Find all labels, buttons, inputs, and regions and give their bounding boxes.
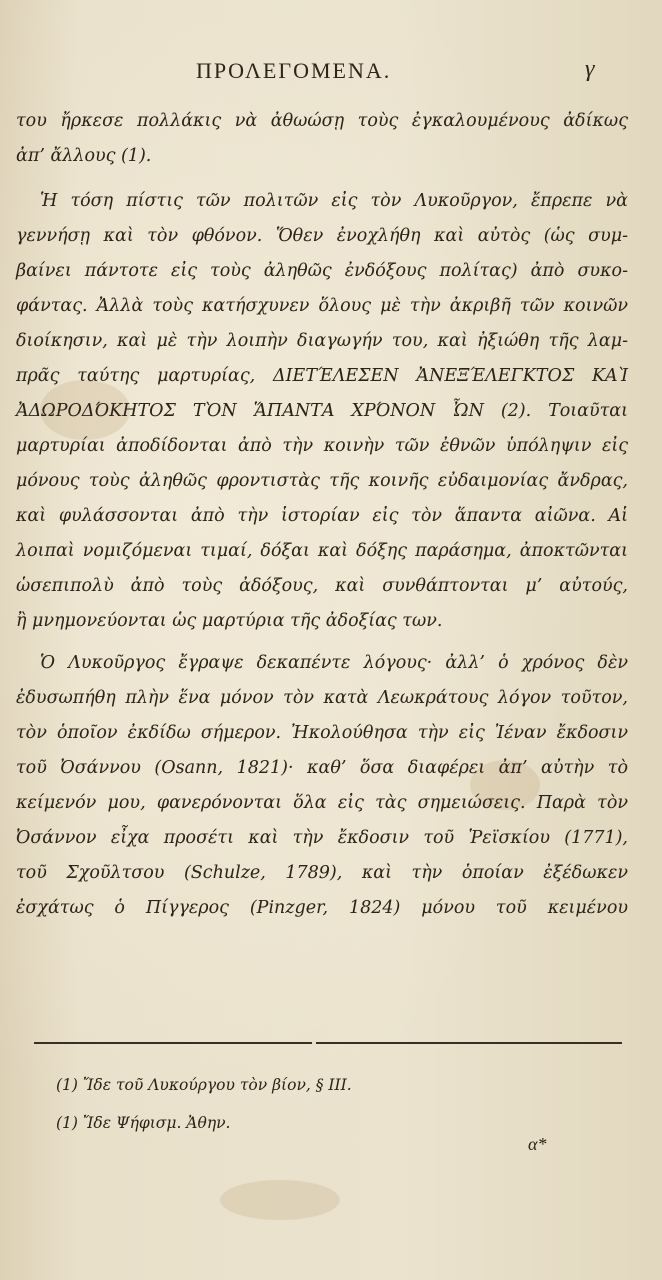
text-line: ἐδυσωπήθη πλὴν ἕνα μόνον τὸν κατὰ Λεωκράτους λόγον τοῦτον, [16, 688, 628, 708]
text-line: φάντας. Ἀλλὰ τοὺς κατήσχυνεν ὅλους μὲ τὴν ἀκριβῆ τῶν κοινῶν [16, 296, 628, 316]
rule-break [312, 1041, 316, 1045]
text-line: πρᾶς ταύτης μαρτυρίας, ΔΙΕΤΈΛΕΣΕΝ ἈΝΕΞΈΛΕΓΚΤΟΣ ΚΑῚ [16, 366, 628, 386]
running-head: ΠΡΟΛΕΓΟΜΕΝΑ. [196, 58, 392, 83]
footnote-2: (1) Ἴδε Ψήφισμ. Ἀθην. [56, 1114, 231, 1132]
footnote-rule [34, 1042, 622, 1044]
paper-stain [220, 1180, 340, 1220]
page-header [0, 58, 662, 88]
text-line: μαρτυρίαι ἀποδίδονται ἀπὸ τὴν κοινὴν τῶν ἐθνῶν ὑπόληψιν εἰς [16, 436, 628, 456]
text-line: Ἡ τόση πίστις τῶν πολιτῶν εἰς τὸν Λυκοῦργον, ἔπρεπε νὰ [40, 191, 628, 211]
text-line: βαίνει πάντοτε εἰς τοὺς ἀληθῶς ἐνδόξους πολίτας) ἀπὸ συκο- [16, 261, 628, 281]
text-line: Ὀσάννον εἶχα προσέτι καὶ τὴν ἔκδοσιν τοῦ Ῥεϊσκίου (1771), [16, 828, 628, 848]
text-line: ἢ μνημονεύονται ὡς μαρτύρια τῆς ἀδοξίας των. [16, 611, 443, 631]
text-line: του ἤρκεσε πολλάκις νὰ ἀθωώσῃ τοὺς ἐγκαλουμένους ἀδίκως [16, 111, 628, 131]
text-line: λοιπαὶ νομιζόμεναι τιμαί, δόξαι καὶ δόξης παράσημα, ἀποκτῶνται [16, 541, 628, 561]
text-line: ὡσεπιπολὺ ἀπὸ τοὺς ἀδόξους, καὶ συνθάπτονται μ’ αὐτούς, [16, 576, 628, 596]
text-line: Ὁ Λυκοῦργος ἔγραψε δεκαπέντε λόγους· ἀλλ’ ὁ χρόνος δὲν [40, 653, 628, 673]
text-line: ἈΔΩΡΟΔΌΚΗΤΟΣ ΤῸΝ ἍΠΑΝΤΑ ΧΡΌΝΟΝ ὮΝ (2). Τοιαῦται [16, 401, 628, 421]
footnote-1: (1) Ἴδε τοῦ Λυκούργου τὸν βίον, § III. [56, 1076, 352, 1094]
text-line: μόνους τοὺς ἀληθῶς φροντιστὰς τῆς κοινῆς εὐδαιμονίας ἄνδρας, [16, 471, 628, 491]
text-line: καὶ φυλάσσονται ἀπὸ τὴν ἱστορίαν εἰς τὸν ἅπαντα αἰῶνα. Αἱ [16, 506, 628, 526]
text-line: διοίκησιν, καὶ μὲ τὴν λοιπὴν διαγωγήν του, καὶ ἠξιώθη τῆς λαμ- [16, 331, 628, 351]
text-line: γεννήσῃ καὶ τὸν φθόνον. Ὅθεν ἐνοχλήθη καὶ αὐτὸς (ὡς συμ- [16, 226, 628, 246]
text-line: ἐσχάτως ὁ Πίγγερος (Pinzger, 1824) μόνου τοῦ κειμένου [16, 898, 628, 918]
text-line: ἀπ’ ἄλλους (1). [16, 146, 152, 166]
text-line: τοῦ Ὀσάννου (Osann, 1821)· καθ’ ὅσα διαφέρει ἀπ’ αὐτὴν τὸ [16, 758, 628, 778]
signature-mark: α* [528, 1134, 547, 1154]
text-line: τὸν ὁποῖον ἐκδίδω σήμερον. Ἠκολούθησα τὴν εἰς Ἰέναν ἔκδοσιν [16, 723, 628, 743]
text-line: τοῦ Σχοῦλτσου (Schulze, 1789), καὶ τὴν ὁποίαν ἐξέδωκεν [16, 863, 628, 883]
page-number: γ [585, 56, 595, 82]
text-line: κείμενόν μου, φανερόνονται ὅλα εἰς τὰς σημειώσεις. Παρὰ τὸν [16, 793, 628, 813]
